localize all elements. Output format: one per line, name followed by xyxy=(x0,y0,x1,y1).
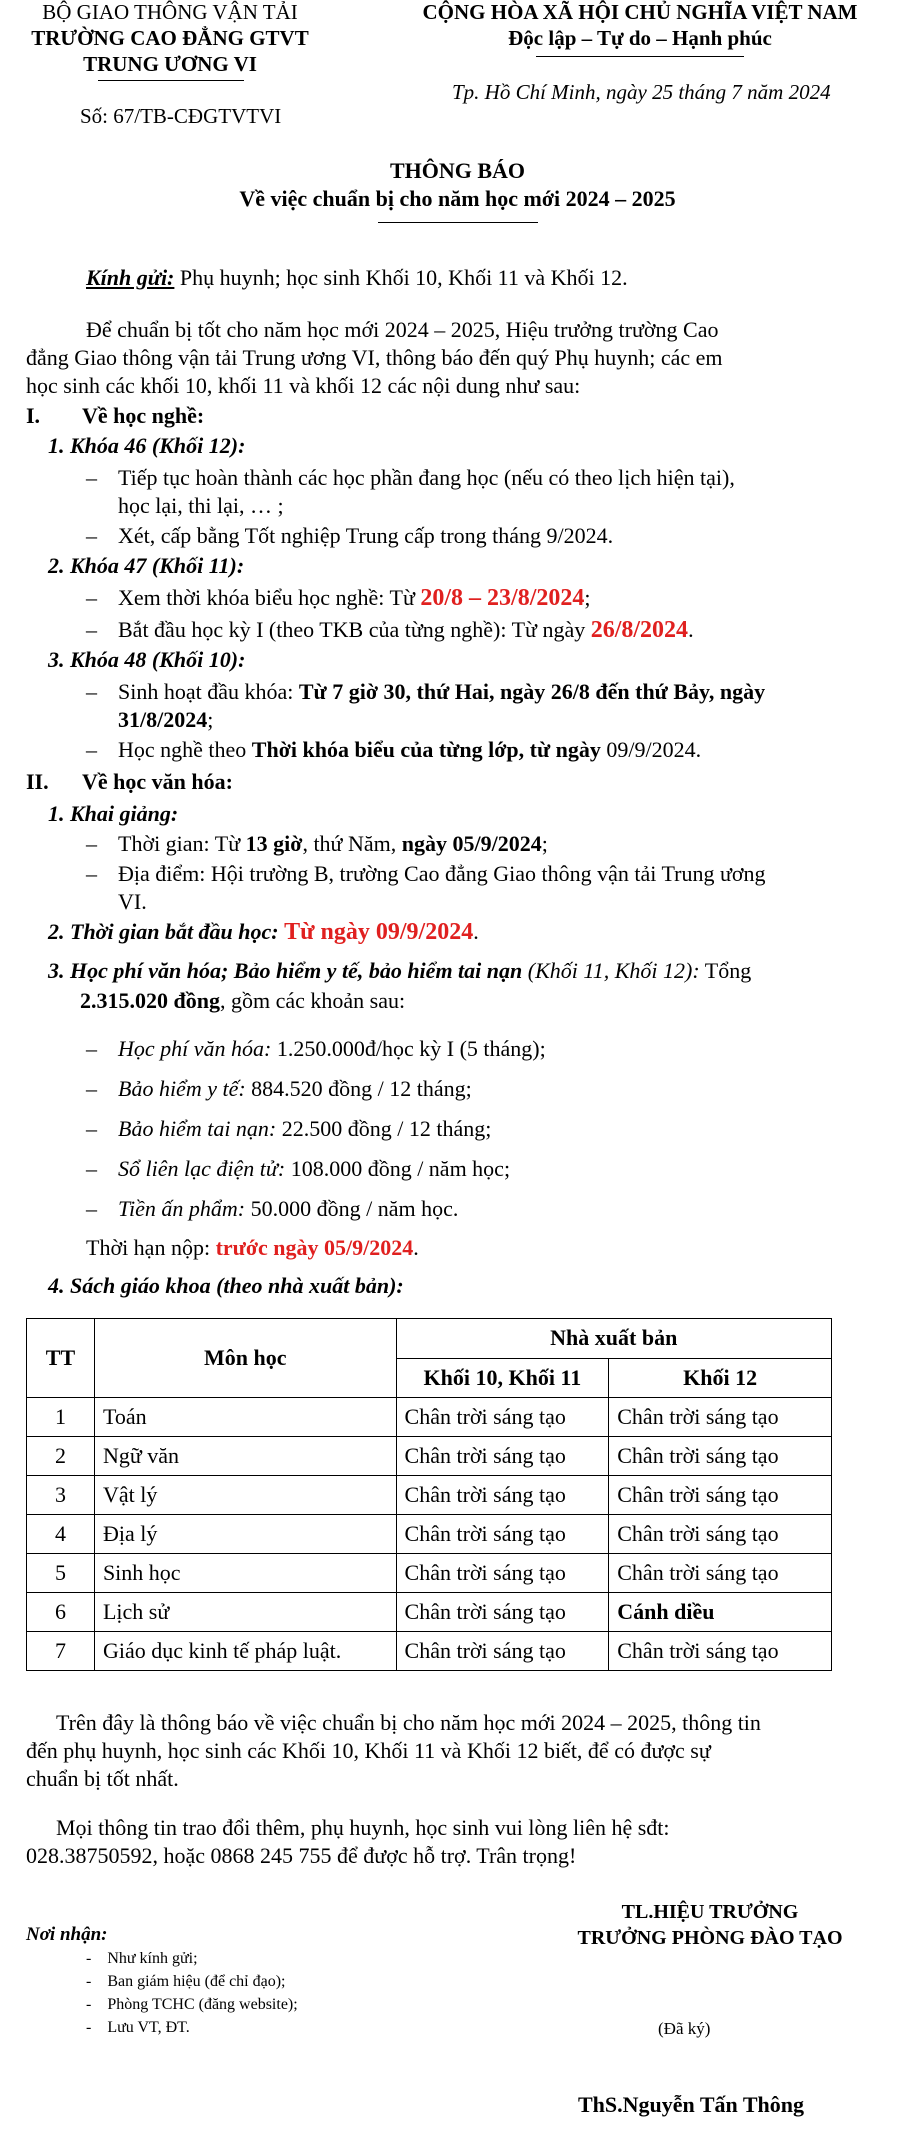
header-grade-12: Khối 12 xyxy=(609,1358,832,1398)
recipients-label: Kính gửi: xyxy=(86,265,175,290)
opening-place-b: VI. xyxy=(118,889,147,914)
bullet-dash: – xyxy=(86,737,97,762)
fees-total-text: , gồm các khoản sau: xyxy=(219,988,406,1013)
distribution-item: - Lưu VT, ĐT. xyxy=(86,2019,190,2036)
cell-subject: Vật lý xyxy=(94,1476,396,1515)
document-number: Số: 67/TB-CĐGTVTVI xyxy=(80,104,282,128)
cell-publisher-12: Chân trời sáng tạo xyxy=(609,1437,832,1476)
table-row xyxy=(27,1515,832,1554)
nation-title: CỘNG HÒA XÃ HỘI CHỦ NGHĨA VIỆT NAM xyxy=(422,0,858,24)
cell-tt: 5 xyxy=(27,1554,95,1593)
cell-publisher-12: Chân trời sáng tạo xyxy=(609,1476,832,1515)
start-date-value: Từ ngày 09/9/2024 xyxy=(284,919,474,945)
cell-subject: Địa lý xyxy=(94,1515,396,1554)
cell-subject: Ngữ văn xyxy=(94,1437,396,1476)
bullet-dash: – xyxy=(86,1036,97,1061)
k48-item-1b xyxy=(118,707,213,733)
fee-item-value: 884.520 đồng / 12 tháng; xyxy=(245,1076,472,1101)
national-motto: Độc lập – Tự do – Hạnh phúc xyxy=(508,26,772,50)
fee-item-label: Bảo hiểm tai nạn: xyxy=(118,1116,277,1141)
fee-item xyxy=(118,1116,491,1142)
start-date-line xyxy=(48,919,479,946)
distribution-label: Nơi nhận: xyxy=(26,1924,108,1945)
fee-item-label: Sổ liên lạc điện tử: xyxy=(118,1156,286,1181)
fees-title-grades: (Khối 11, Khối 12): xyxy=(522,958,700,983)
k47-item-2-date: 26/8/2024 xyxy=(590,617,689,643)
bullet-dash: – xyxy=(86,1076,97,1101)
table-header-row xyxy=(27,1319,832,1359)
k46-item-2: Xét, cấp bằng Tốt nghiệp Trung cấp trong tháng 9/2024. xyxy=(118,523,614,548)
fee-item-value: 1.250.000đ/học kỳ I (5 tháng); xyxy=(271,1036,546,1061)
textbook-table xyxy=(26,1318,832,1671)
cell-publisher-12: Chân trời sáng tạo xyxy=(609,1632,832,1671)
k47-item-2-text: Bắt đầu học kỳ I (theo TKB của từng nghề): Từ ngày xyxy=(118,617,591,642)
cell-publisher-12: Cánh diều xyxy=(609,1593,832,1632)
header-publisher: Nhà xuất bản xyxy=(396,1319,831,1359)
header-grade-10-11: Khối 10, Khối 11 xyxy=(396,1358,609,1398)
notice-title: THÔNG BÁO xyxy=(389,158,526,183)
closing-p1-line2: đến phụ huynh, học sinh các Khối 10, Khối 11 và Khối 12 biết, để có được sự xyxy=(26,1738,711,1763)
cell-publisher-10-11: Chân trời sáng tạo xyxy=(396,1476,609,1515)
notice-subtitle: Về việc chuẩn bị cho năm học mới 2024 – 2025 xyxy=(239,186,676,211)
k48-title: 3. Khóa 48 (Khối 10): xyxy=(48,647,246,672)
fees-title: 3. Học phí văn hóa; Bảo hiểm y tế, bảo hiểm tai nạn xyxy=(48,958,523,983)
deadline-date: trước ngày 05/9/2024 xyxy=(215,1235,414,1260)
k46-title: 1. Khóa 46 (Khối 12): xyxy=(48,433,246,458)
intro-line-3: học sinh các khối 10, khối 11 và khối 12 các nội dung như sau: xyxy=(26,373,581,398)
deadline-end: . xyxy=(413,1235,419,1260)
bullet-dash: – xyxy=(86,1196,97,1221)
cell-publisher-12: Chân trời sáng tạo xyxy=(609,1554,832,1593)
title-underline xyxy=(378,222,538,223)
signature-on-behalf: TL.HIỆU TRƯỞNG xyxy=(621,1901,799,1923)
k48-item-2 xyxy=(118,737,701,763)
table-row xyxy=(27,1398,832,1437)
opening-title: 1. Khai giảng: xyxy=(48,801,179,826)
fees-title-line xyxy=(48,958,751,984)
school-name-line2: TRUNG ƯƠNG VI xyxy=(83,52,257,76)
start-date-title: 2. Thời gian bắt đầu học: xyxy=(48,919,285,944)
distribution-item-text: Lưu VT, ĐT. xyxy=(107,2019,190,2036)
place-date: Tp. Hồ Chí Minh, ngày 25 tháng 7 năm 2024 xyxy=(452,80,831,104)
opening-time-end: ; xyxy=(541,831,548,856)
recipients-line xyxy=(86,265,628,291)
signed-note: (Đã ký) xyxy=(658,2019,711,2038)
header-left-underline xyxy=(98,80,244,81)
table-row xyxy=(27,1437,832,1476)
section-1-number: I. xyxy=(26,403,41,428)
bullet-dash: – xyxy=(86,617,97,642)
closing-p1-line3: chuẩn bị tốt nhất. xyxy=(26,1766,179,1791)
opening-time-label: Thời gian: Từ xyxy=(118,831,246,856)
fee-item-value: 50.000 đồng / năm học. xyxy=(245,1196,459,1221)
deadline-label: Thời hạn nộp: xyxy=(86,1235,216,1260)
distribution-item-text: Như kính gửi; xyxy=(107,1950,198,1967)
fee-item xyxy=(118,1196,458,1222)
table-row xyxy=(27,1632,832,1671)
table-row xyxy=(27,1476,832,1515)
closing-p2-line2: 028.38750592, hoặc 0868 245 755 để được hỗ trợ. Trân trọng! xyxy=(26,1843,577,1868)
distribution-item: - Phòng TCHC (đăng website); xyxy=(86,1996,298,2013)
cell-subject: Lịch sử xyxy=(94,1593,396,1632)
header-tt: TT xyxy=(27,1319,95,1398)
cell-tt: 2 xyxy=(27,1437,95,1476)
cell-tt: 4 xyxy=(27,1515,95,1554)
fees-total-line xyxy=(80,988,405,1014)
k47-item-2 xyxy=(118,617,694,644)
fee-item-label: Học phí văn hóa: xyxy=(118,1036,272,1061)
k48-item-1-schedule: Từ 7 giờ 30, thứ Hai, ngày 26/8 đến thứ Bảy, ngày xyxy=(298,679,766,704)
bullet-dash: – xyxy=(86,831,97,856)
distribution-item: - Như kính gửi; xyxy=(86,1950,198,1967)
closing-p2-line1: Mọi thông tin trao đổi thêm, phụ huynh, học sinh vui lòng liên hệ sđt: xyxy=(56,1815,670,1840)
k47-item-1-end: ; xyxy=(584,585,591,610)
school-name-line1: TRƯỜNG CAO ĐẲNG GTVT xyxy=(31,26,309,50)
ministry-name: BỘ GIAO THÔNG VẬN TẢI xyxy=(42,0,298,24)
cell-tt: 7 xyxy=(27,1632,95,1671)
intro-line-1: Để chuẩn bị tốt cho năm học mới 2024 – 2025, Hiệu trưởng trường Cao xyxy=(86,317,719,342)
fee-item-label: Bảo hiểm y tế: xyxy=(118,1076,246,1101)
k48-item-1-end: ; xyxy=(207,707,214,732)
k48-item-2-timetable: Thời khóa biểu của từng lớp, từ ngày xyxy=(251,737,601,762)
cell-subject: Sinh học xyxy=(94,1554,396,1593)
section-2-title: Về học văn hóa: xyxy=(82,769,233,794)
start-date-end: . xyxy=(473,919,479,944)
fee-item-value: 108.000 đồng / năm học; xyxy=(285,1156,511,1181)
section-1-title: Về học nghề: xyxy=(82,403,205,428)
fee-item xyxy=(118,1036,546,1062)
k47-title: 2. Khóa 47 (Khối 11): xyxy=(48,553,245,578)
opening-time xyxy=(118,831,548,857)
bullet-dash: – xyxy=(86,523,97,548)
signature-position: TRƯỞNG PHÒNG ĐÀO TẠO xyxy=(577,1927,843,1949)
opening-hour: 13 giờ xyxy=(245,831,303,856)
fee-item xyxy=(118,1156,510,1182)
fees-total-amount: 2.315.020 đồng xyxy=(80,988,220,1013)
k48-item-1-end-date: 31/8/2024 xyxy=(118,707,208,732)
cell-publisher-10-11: Chân trời sáng tạo xyxy=(396,1554,609,1593)
k46-item-1a: Tiếp tục hoàn thành các học phần đang học (nếu có theo lịch hiện tại), xyxy=(118,465,735,490)
k47-item-1 xyxy=(118,585,591,612)
textbooks-title: 4. Sách giáo khoa (theo nhà xuất bản): xyxy=(48,1273,404,1298)
k47-item-2-end: . xyxy=(688,617,694,642)
k48-item-1-text: Sinh hoạt đầu khóa: xyxy=(118,679,299,704)
cell-publisher-10-11: Chân trời sáng tạo xyxy=(396,1593,609,1632)
cell-publisher-10-11: Chân trời sáng tạo xyxy=(396,1437,609,1476)
cell-subject: Toán xyxy=(94,1398,396,1437)
closing-p1-line1: Trên đây là thông báo về việc chuẩn bị cho năm học mới 2024 – 2025, thông tin xyxy=(56,1710,761,1735)
table-row xyxy=(27,1593,832,1632)
cell-publisher-12: Chân trời sáng tạo xyxy=(609,1398,832,1437)
k48-item-2-text: Học nghề theo xyxy=(118,737,252,762)
payment-deadline xyxy=(86,1235,419,1261)
distribution-item-text: Ban giám hiệu (để chỉ đạo); xyxy=(107,1973,286,1990)
distribution-item: - Ban giám hiệu (để chỉ đạo); xyxy=(86,1973,286,1990)
bullet-dash: – xyxy=(86,1116,97,1141)
section-2-number: II. xyxy=(26,769,49,794)
cell-publisher-12: Chân trời sáng tạo xyxy=(609,1515,832,1554)
recipients-text: Phụ huynh; học sinh Khối 10, Khối 11 và Khối 12. xyxy=(174,265,628,290)
cell-tt: 6 xyxy=(27,1593,95,1632)
cell-tt: 3 xyxy=(27,1476,95,1515)
fee-item-value: 22.500 đồng / 12 tháng; xyxy=(276,1116,492,1141)
table-row xyxy=(27,1554,832,1593)
k47-item-1-text: Xem thời khóa biểu học nghề: Từ xyxy=(118,585,421,610)
opening-weekday: , thứ Năm, xyxy=(302,831,402,856)
bullet-dash: – xyxy=(86,585,97,610)
opening-place-a: Địa điểm: Hội trường B, trường Cao đẳng Giao thông vận tải Trung ương xyxy=(118,861,766,886)
k47-item-1-dates: 20/8 – 23/8/2024 xyxy=(420,585,585,611)
opening-date: ngày 05/9/2024 xyxy=(401,831,542,856)
bullet-dash: – xyxy=(86,679,97,704)
bullet-dash: – xyxy=(86,465,97,490)
motto-underline xyxy=(536,56,744,57)
fees-title-total-label: Tổng xyxy=(699,958,752,983)
k48-item-2-date: 09/9/2024. xyxy=(600,737,702,762)
k48-item-1a xyxy=(118,679,765,705)
cell-subject: Giáo dục kinh tế pháp luật. xyxy=(94,1632,396,1671)
bullet-dash: – xyxy=(86,1156,97,1181)
intro-line-2: đẳng Giao thông vận tải Trung ương VI, thông báo đến quý Phụ huynh; các em xyxy=(26,345,723,370)
distribution-item-text: Phòng TCHC (đăng website); xyxy=(107,1996,298,2013)
fee-item xyxy=(118,1076,472,1102)
cell-publisher-10-11: Chân trời sáng tạo xyxy=(396,1632,609,1671)
signer-name: ThS.Nguyễn Tấn Thông xyxy=(578,2092,805,2117)
k46-item-1b: học lại, thi lại, … ; xyxy=(118,493,284,518)
cell-tt: 1 xyxy=(27,1398,95,1437)
cell-publisher-10-11: Chân trời sáng tạo xyxy=(396,1398,609,1437)
cell-publisher-10-11: Chân trời sáng tạo xyxy=(396,1515,609,1554)
fee-item-label: Tiền ấn phẩm: xyxy=(118,1196,246,1221)
bullet-dash: – xyxy=(86,861,97,886)
header-subject: Môn học xyxy=(94,1319,396,1398)
